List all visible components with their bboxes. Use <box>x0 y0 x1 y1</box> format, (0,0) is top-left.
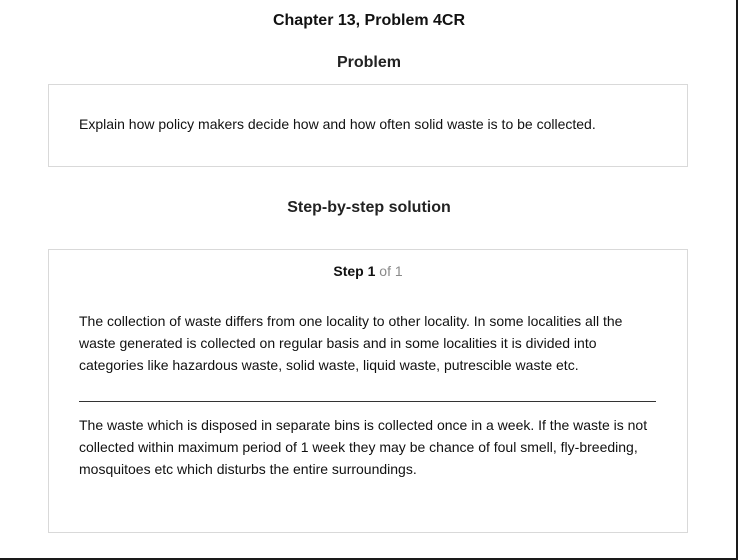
page-title: Chapter 13, Problem 4CR <box>272 12 466 29</box>
step-word: Step <box>333 263 364 279</box>
section-divider <box>79 401 656 402</box>
step-total: of 1 <box>379 263 403 279</box>
solution-card <box>48 249 688 533</box>
solution-paragraph-2: The waste which is disposed in separate bins is collected once in a week. If the waste is not collected within maximum period of 1 week they may be chance of foul smell, fly-breeding, mosquitoes etc which disturbs the entire surroundings. <box>79 417 648 477</box>
step-indicator <box>49 263 687 279</box>
problem-card <box>48 84 688 167</box>
step-number: 1 <box>367 263 376 279</box>
solution-paragraph-1: The collection of waste differs from one locality to other locality. In some localities all the waste generated is collected on regular basis and in some localities it is divided into categories like hazardous waste, solid waste, liquid waste, putrescible waste etc. <box>79 313 623 373</box>
problem-heading: Problem <box>336 54 401 71</box>
solution-heading: Step-by-step solution <box>287 199 451 216</box>
problem-text: Explain how policy makers decide how and how often solid waste is to be collected. <box>79 116 596 132</box>
